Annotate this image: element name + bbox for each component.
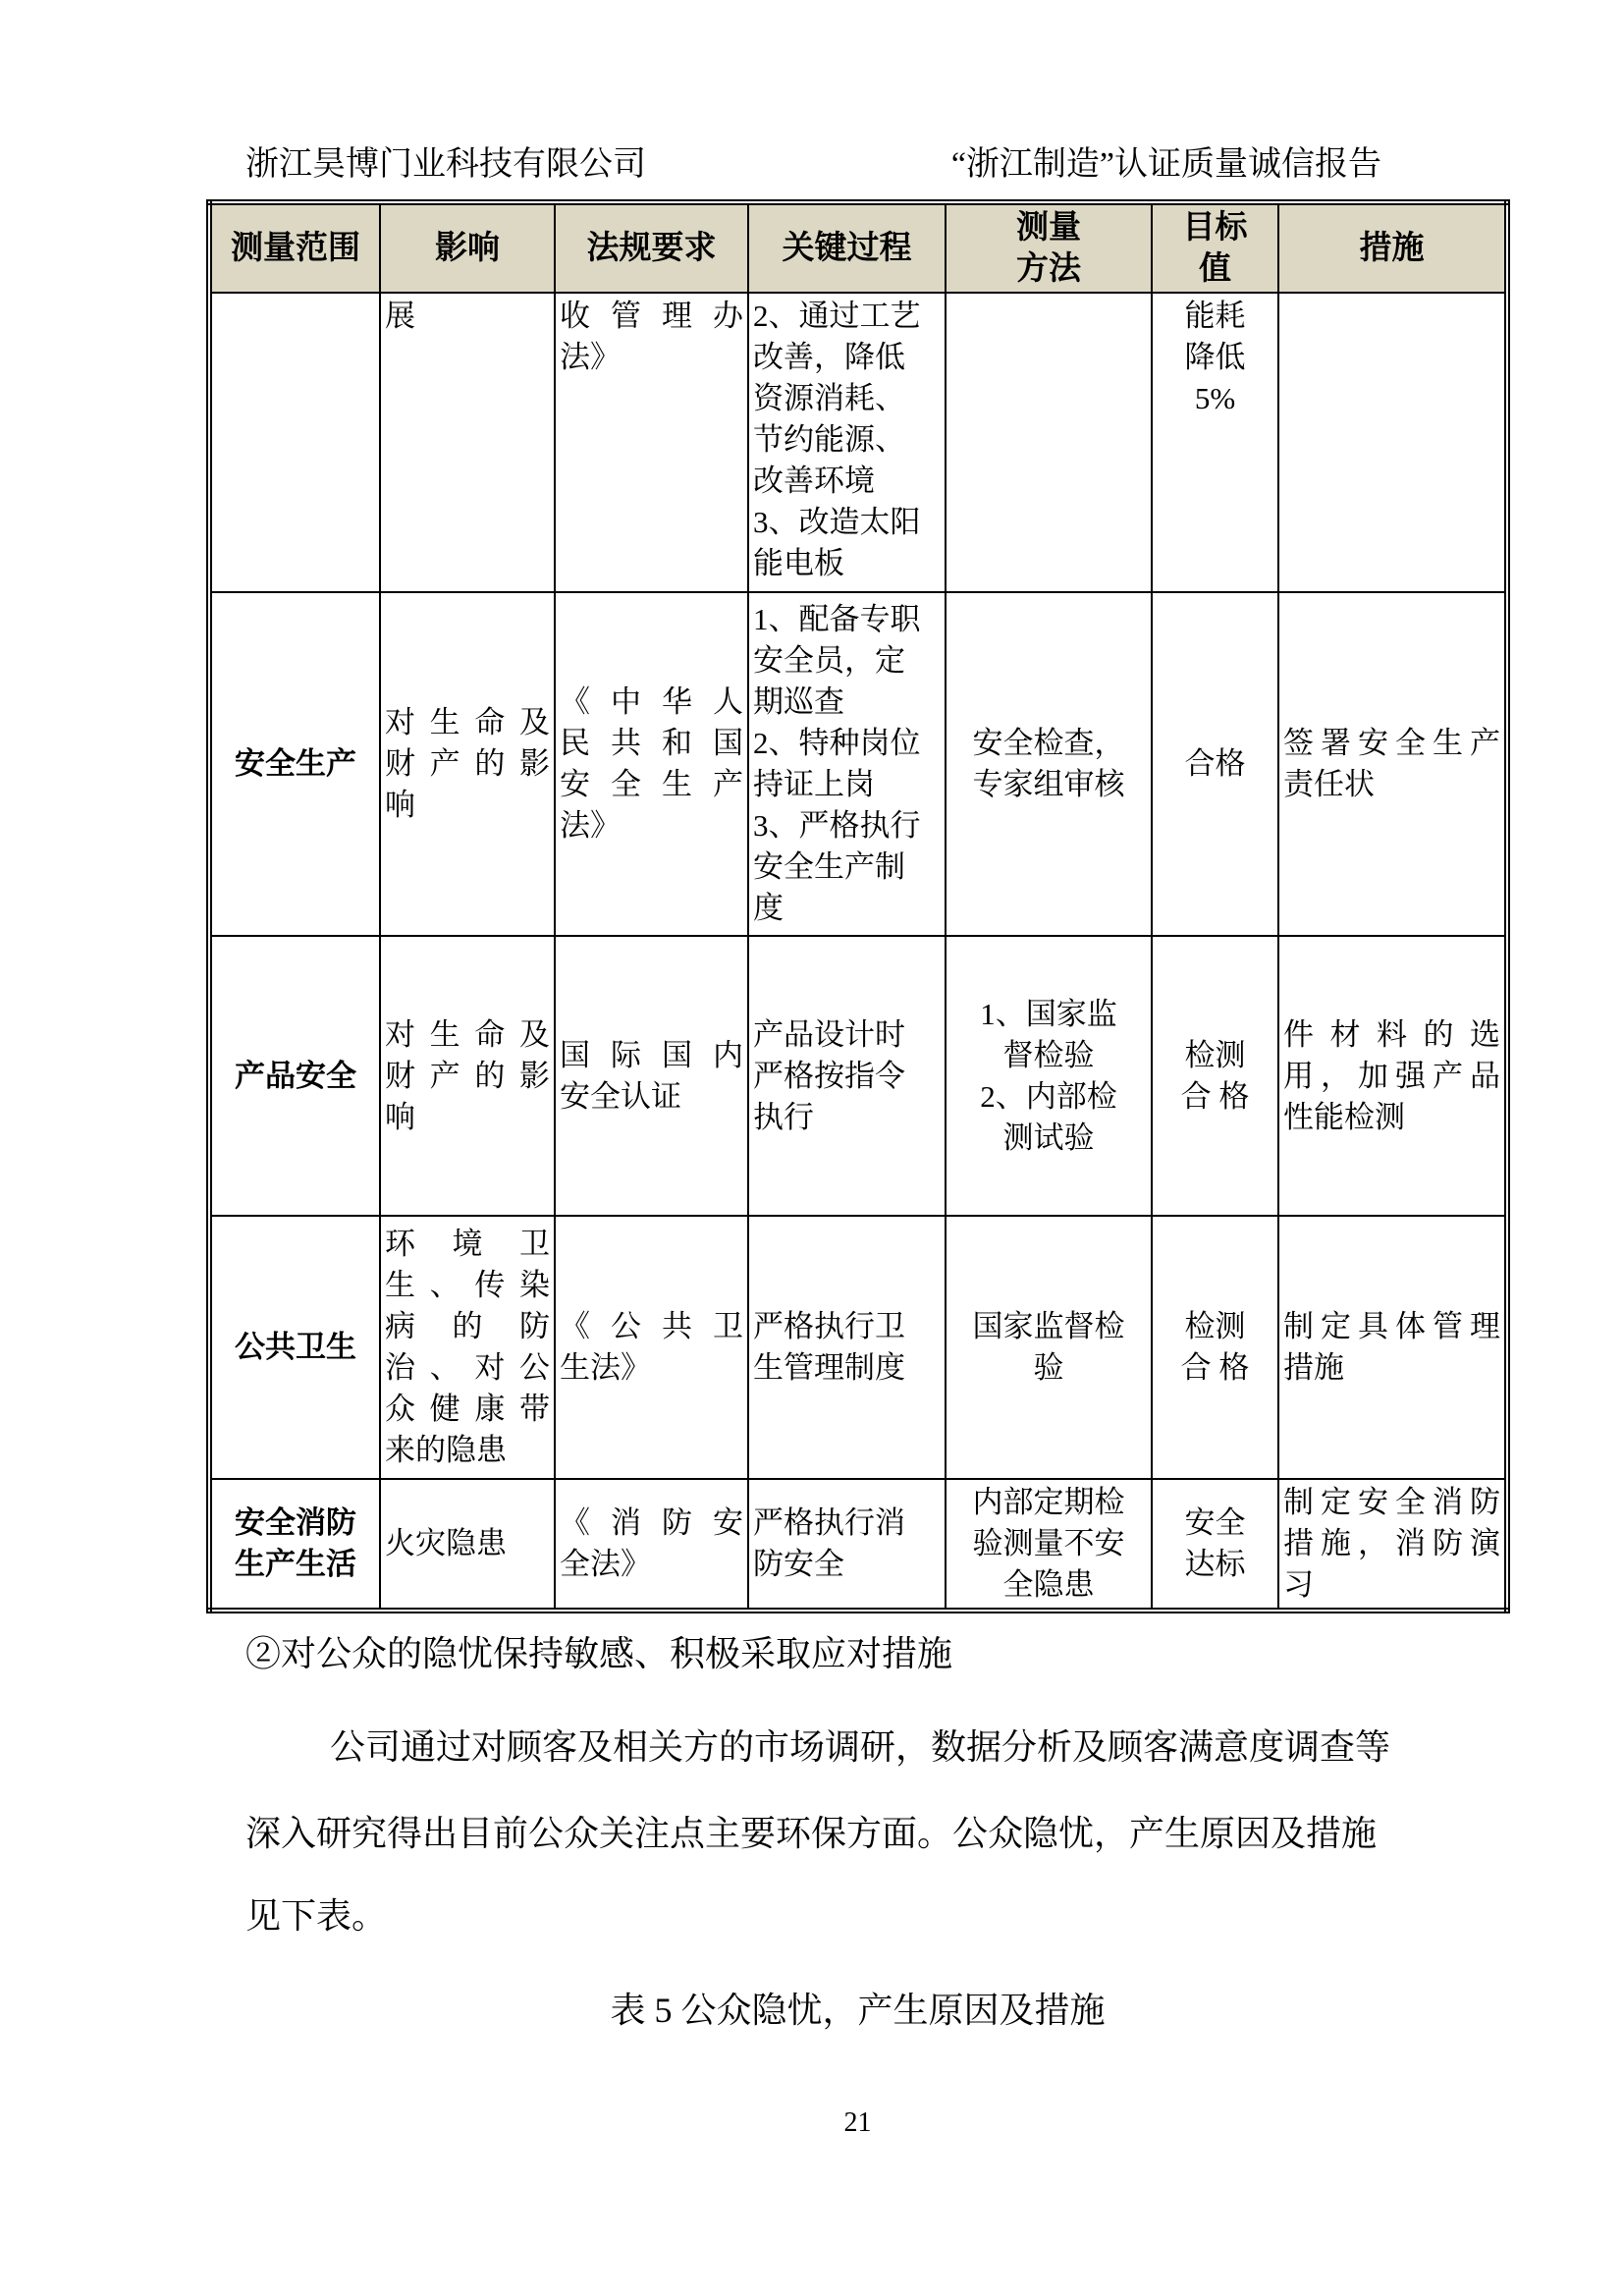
paragraph-item-2: ②对公众的隐忧保持敏感、积极采取应对措施 xyxy=(245,1634,953,1673)
table-cell-impact: 环境卫 生、传染 病的防 治、对公 众健康带 来的隐患 xyxy=(380,1216,555,1479)
table-cell-measure xyxy=(1278,293,1507,592)
column-header: 目标 值 xyxy=(1152,202,1278,293)
table-cell-measure: 件材料的选 用，加强产品 性能检测 xyxy=(1278,936,1507,1216)
table5-caption: 表 5 公众隐忧，产生原因及措施 xyxy=(610,1991,1106,2030)
table-row xyxy=(209,1216,1507,1479)
column-header: 关键过程 xyxy=(748,202,946,293)
table-cell-process: 1、配备专职 安全员，定 期巡查 2、特种岗位 持证上岗 3、严格执行 安全生产制 度 xyxy=(748,592,946,936)
table-header-row xyxy=(209,202,1507,293)
measurement-scope-table xyxy=(206,199,1510,1613)
table-cell-process: 严格执行卫 生管理制度 xyxy=(748,1216,946,1479)
table-row xyxy=(209,592,1507,936)
header-company-name: 浙江昊博门业科技有限公司 xyxy=(245,146,646,183)
table-cell-impact: 对生命及 财产的影 响 xyxy=(380,592,555,936)
table-cell-measure: 签署安全生产 责任状 xyxy=(1278,592,1507,936)
column-header: 影响 xyxy=(380,202,555,293)
table-cell-process: 严格执行消 防安全 xyxy=(748,1479,946,1611)
table-cell-process: 产品设计时 严格按指令 执行 xyxy=(748,936,946,1216)
table-cell-regulation: 《中华人 民共和国 安全生产 法》 xyxy=(555,592,748,936)
header-report-title: “浙江制造”认证质量诚信报告 xyxy=(950,146,1381,183)
table-cell-method: 安全检查， 专家组审核 xyxy=(946,592,1152,936)
table-cell-method xyxy=(946,293,1152,592)
table-cell-scope: 产品安全 xyxy=(209,936,380,1216)
table-row xyxy=(209,936,1507,1216)
table-cell-measure: 制定安全消防 措施，消防演 习 xyxy=(1278,1479,1507,1611)
table-cell-regulation: 收管理办 法》 xyxy=(555,293,748,592)
table-cell-method: 内部定期检 验测量不安 全隐患 xyxy=(946,1479,1152,1611)
table-cell-regulation: 国际国内 安全认证 xyxy=(555,936,748,1216)
table-cell-measure: 制定具体管理 措施 xyxy=(1278,1216,1507,1479)
table-cell-method: 1、国家监 督检验 2、内部检 测试验 xyxy=(946,936,1152,1216)
table-cell-method: 国家监督检 验 xyxy=(946,1216,1152,1479)
table-cell-impact: 展 xyxy=(380,293,555,592)
table-cell-target: 检测 合 格 xyxy=(1152,936,1278,1216)
paragraph-line-1: 公司通过对顾客及相关方的市场调研，数据分析及顾客满意度调查等 xyxy=(330,1727,1391,1767)
paragraph-line-3: 见下表。 xyxy=(245,1896,388,1936)
column-header: 测量 方法 xyxy=(946,202,1152,293)
paragraph-line-2: 深入研究得出目前公众关注点主要环保方面。公众隐忧，产生原因及措施 xyxy=(245,1814,1378,1853)
column-header: 措施 xyxy=(1278,202,1507,293)
table-row xyxy=(209,293,1507,592)
table-cell-scope: 安全生产 xyxy=(209,592,380,936)
table-cell-target: 合格 xyxy=(1152,592,1278,936)
table-cell-scope: 安全消防 生产生活 xyxy=(209,1479,380,1611)
table-cell-scope xyxy=(209,293,380,592)
table-cell-process: 2、通过工艺 改善，降低 资源消耗、 节约能源、 改善环境 3、改造太阳 能电板 xyxy=(748,293,946,592)
table-cell-target: 检测 合 格 xyxy=(1152,1216,1278,1479)
table-cell-scope: 公共卫生 xyxy=(209,1216,380,1479)
table-cell-target: 能耗 降低 5% xyxy=(1152,293,1278,592)
page-number: 21 xyxy=(843,2107,872,2138)
table-cell-regulation: 《消防安 全法》 xyxy=(555,1479,748,1611)
table-cell-impact: 火灾隐患 xyxy=(380,1479,555,1611)
column-header: 测量范围 xyxy=(209,202,380,293)
table-cell-target: 安全 达标 xyxy=(1152,1479,1278,1611)
table-cell-regulation: 《公共卫 生法》 xyxy=(555,1216,748,1479)
page-header xyxy=(245,145,1381,185)
table-cell-impact: 对生命及 财产的影 响 xyxy=(380,936,555,1216)
column-header: 法规要求 xyxy=(555,202,748,293)
table-row xyxy=(209,1479,1507,1611)
